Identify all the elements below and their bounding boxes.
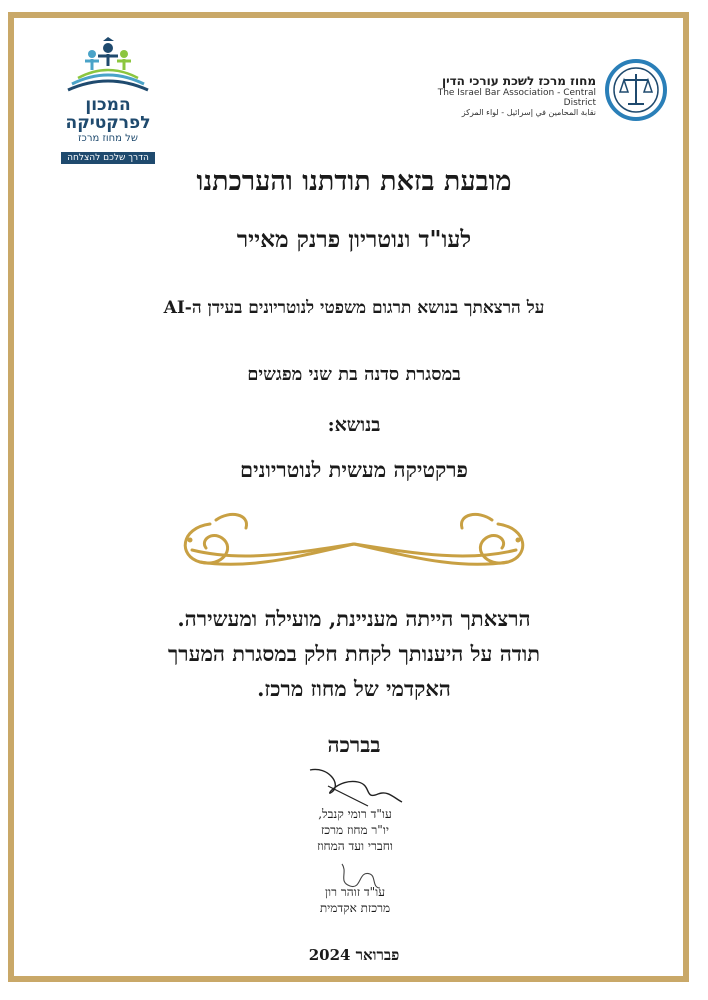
signatory-2: [260, 884, 450, 916]
institute-tagline: הדרך שלכם להצלחה: [61, 152, 155, 164]
thanks-line-2: תודה על היענותך לקחת חלק במסגרת המערך: [167, 641, 541, 666]
signatory-2-role: מרכזת אקדמית: [319, 901, 391, 915]
signatory-1-role: יו"ר מחוז מרכז: [320, 823, 390, 837]
bar-name-hebrew: מחוז מרכז לשכת עורכי הדין: [441, 74, 596, 88]
scales-seal-icon: [604, 58, 668, 122]
gold-flourish-ornament: [170, 500, 538, 578]
institute-name: המכון לפרקטיקה: [65, 95, 151, 133]
topic-title: פרקטיקה מעשית לנוטריונים: [240, 457, 468, 482]
institute-logo: [48, 32, 168, 163]
bar-association-logo: [408, 58, 668, 128]
institute-sub: של מחוז מרכז: [78, 133, 138, 144]
bar-name-arabic: نقابة المحامين في إسرائيل - لواء المركز: [461, 108, 596, 117]
book-figures-icon: [48, 32, 168, 96]
workshop-framework: במסגרת סדנה בת שני מפגשים: [247, 364, 461, 385]
award-line: מובעת בזאת תודתנו והערכתנו: [196, 166, 512, 197]
signature-1: [298, 762, 408, 812]
thanks-line-3: האקדמי של מחוז מרכז.: [257, 676, 451, 701]
signatory-1-role-2: וחברי ועד המחוז: [317, 839, 393, 853]
regards: בברכה: [327, 732, 381, 757]
lecture-subject: על הרצאתך בנושא תרגום משפטי לנוטריונים בעידן ה-AI: [163, 298, 545, 318]
certificate-date: פברואר 2024: [308, 946, 400, 964]
signatory-1: [260, 806, 450, 854]
topic-label: בנושא:: [327, 414, 381, 436]
recipient-name: לעו"ד ונוטריון פרנק מאייר: [236, 226, 472, 253]
signatory-2-name: עו"ד זוהר רון: [324, 885, 386, 899]
bar-name-english: The Israel Bar Association - Central District: [437, 88, 596, 108]
thanks-line-1: הרצאתך הייתה מעניינת, מועילה ומעשירה.: [177, 606, 531, 631]
signatory-1-name: עו"ד רומי קנבל,: [318, 807, 392, 821]
